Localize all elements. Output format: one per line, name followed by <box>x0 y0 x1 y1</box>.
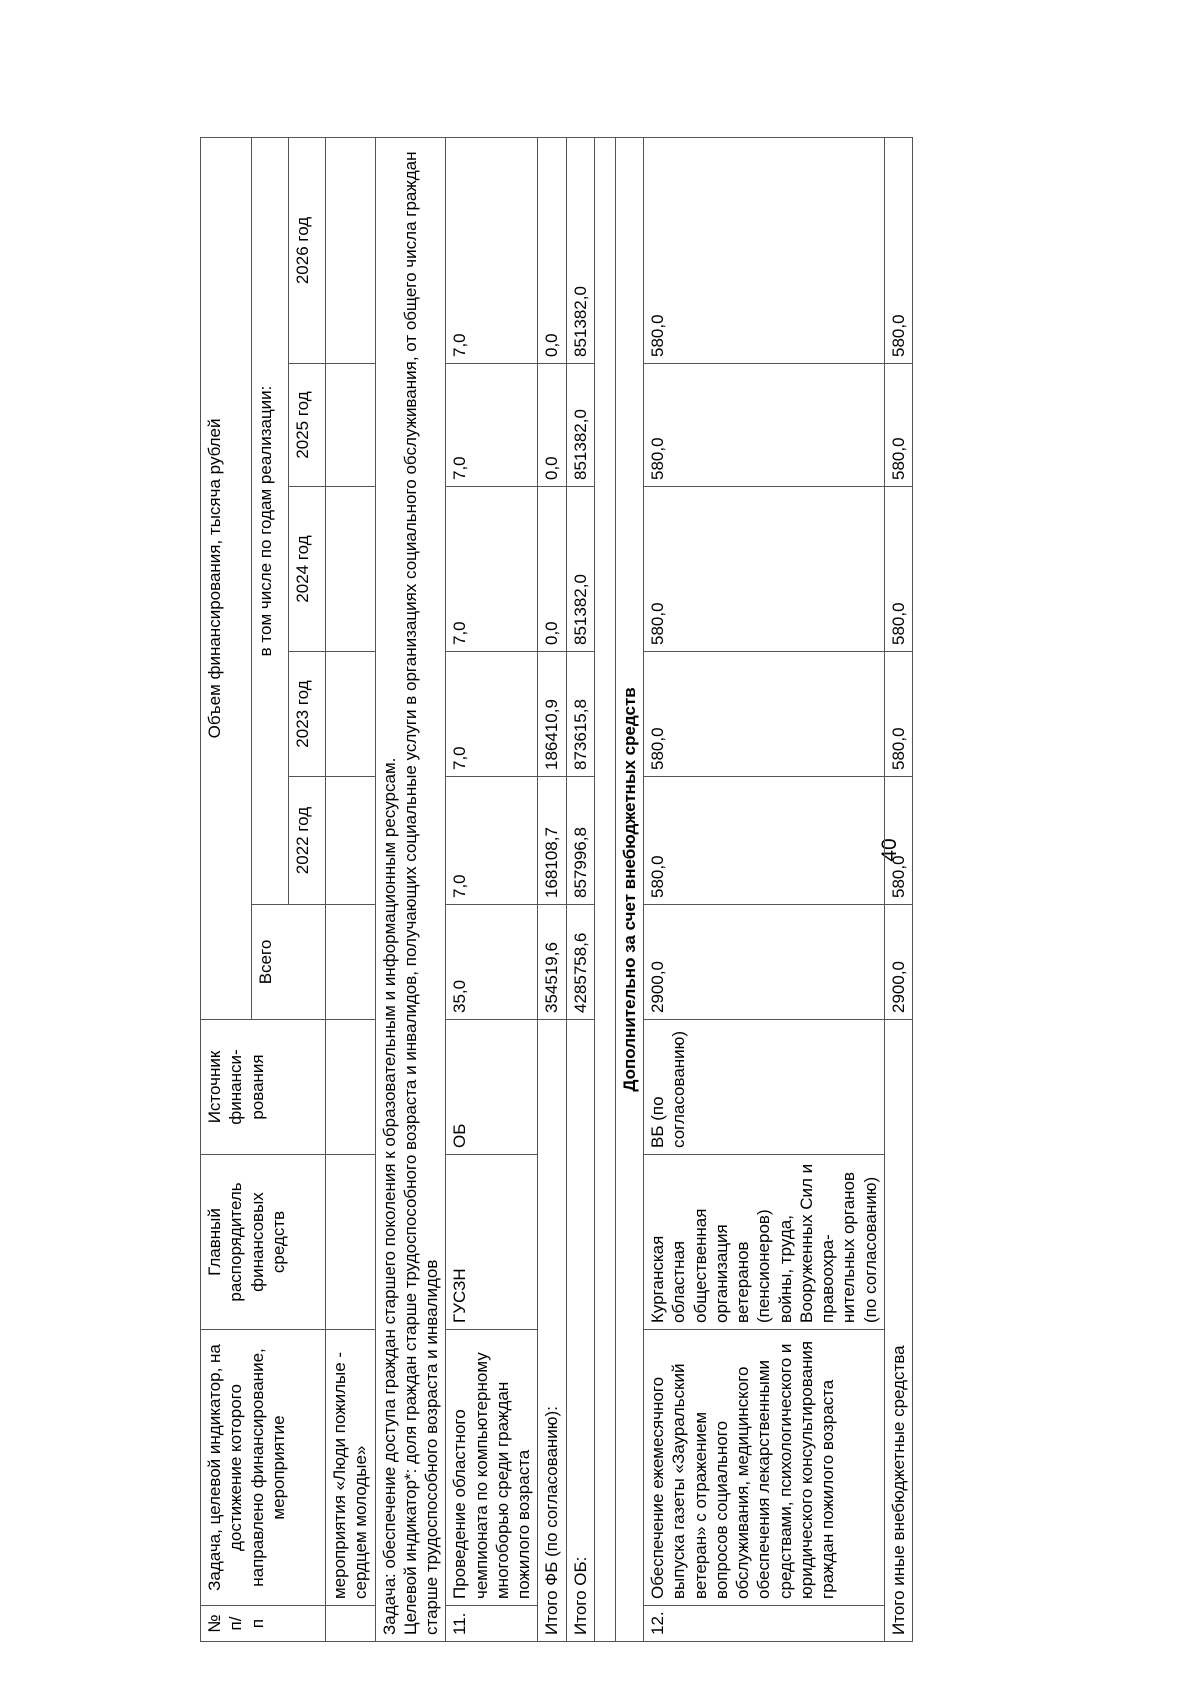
value-year: 873615,8 <box>566 652 594 777</box>
value-year: 7,0 <box>446 364 538 487</box>
value-total: 35,0 <box>446 905 538 1020</box>
header-manager: Главный распорядитель финансовых средств <box>201 1155 326 1330</box>
measure-name: мероприятия «Люди пожилые - сердцем молодые» <box>326 1330 376 1606</box>
task-line: Задача: обеспечение доступа граждан старшего поколения к образовательным и информационным ресурсам. <box>379 757 399 1635</box>
extra-header: Дополнительно за счет внебюджетных средств <box>615 137 643 1641</box>
source: ВБ (по согласованию) <box>644 1020 885 1155</box>
table-row <box>326 137 376 1641</box>
rotated-page <box>200 138 1140 1642</box>
extra-header-row <box>615 137 643 1641</box>
value-year: 580,0 <box>884 364 912 487</box>
table-row <box>446 137 538 1641</box>
indicator-line: Целевой индикатор*: доля граждан старше трудоспособного возраста и инвалидов, получающих социальные услуги в организациях социального обслуживания, от общего числа граждан старше трудоспособного возраста и инвалидов <box>400 151 441 1635</box>
header-volume: Объем финансирования, тысяча рублей <box>201 137 252 1019</box>
header-year: 2024 год <box>289 487 326 652</box>
total-label: Итого иные внебюджетные средства <box>884 1020 912 1642</box>
spacer-row <box>594 137 615 1641</box>
value-year: 580,0 <box>884 487 912 652</box>
manager: Курганская областная общественная организация ветеранов (пенсионеров) войны, труда, Вооруженных Сил и правоохра-нительных органов (по согласованию) <box>644 1155 885 1330</box>
value-year: 7,0 <box>446 777 538 905</box>
header-year: 2025 год <box>289 364 326 487</box>
value-year: 580,0 <box>884 652 912 777</box>
total-row-fb <box>538 137 566 1641</box>
header-source: Источник финанси-рования <box>201 1020 326 1155</box>
value-total: 2900,0 <box>884 905 912 1020</box>
source: ОБ <box>446 1020 538 1155</box>
value-year: 7,0 <box>446 137 538 363</box>
value-year: 7,0 <box>446 487 538 652</box>
total-row-ob <box>566 137 594 1641</box>
total-label: Итого ФБ (по согласованию): <box>538 1020 566 1642</box>
value-year: 0,0 <box>538 137 566 363</box>
measure-name: Проведение областного чемпионата по компьютерному многоборью среди граждан пожилого возраста <box>446 1330 538 1606</box>
total-label: Итого ОБ: <box>566 1020 594 1642</box>
value-year: 0,0 <box>538 364 566 487</box>
value-year: 851382,0 <box>566 137 594 363</box>
value-total: 4285758,6 <box>566 905 594 1020</box>
value-year: 580,0 <box>644 364 885 487</box>
header-task: Задача, целевой индикатор, на достижение которого направлено финансирование, мероприятие <box>201 1330 326 1606</box>
value-year: 580,0 <box>644 777 885 905</box>
value-year: 857996,8 <box>566 777 594 905</box>
header-year: 2022 год <box>289 777 326 905</box>
value-year: 0,0 <box>538 487 566 652</box>
value-year: 580,0 <box>884 777 912 905</box>
total-row-vb <box>884 137 912 1641</box>
value-year: 580,0 <box>644 137 885 363</box>
row-num: 12. <box>644 1606 885 1642</box>
header-by-years: в том числе по годам реализации: <box>252 137 289 904</box>
manager: ГУСЗН <box>446 1155 538 1330</box>
row-num: 11. <box>446 1606 538 1642</box>
value-year: 580,0 <box>644 652 885 777</box>
measure-name: Обеспечение ежемесячного выпуска газеты «Зауральский ветеран» с отражением вопросов социального обслуживания, медицинского обеспечения лекарственными средствами, психологического и юридического консультирования граждан пожилого возраста <box>644 1330 885 1606</box>
header-total: Всего <box>252 905 326 1020</box>
page-number: 40 <box>878 838 901 862</box>
header-num: № п/п <box>201 1606 326 1642</box>
financing-table <box>200 137 913 1642</box>
value-year: 851382,0 <box>566 364 594 487</box>
value-year: 7,0 <box>446 652 538 777</box>
value-year: 580,0 <box>884 137 912 363</box>
header-year: 2023 год <box>289 652 326 777</box>
value-total: 354519,6 <box>538 905 566 1020</box>
value-year: 168108,7 <box>538 777 566 905</box>
header-year: 2026 год <box>289 137 326 363</box>
value-year: 851382,0 <box>566 487 594 652</box>
table-row <box>644 137 885 1641</box>
value-year: 580,0 <box>644 487 885 652</box>
header-row <box>201 137 252 1641</box>
task-block <box>375 137 446 1641</box>
value-year: 186410,9 <box>538 652 566 777</box>
value-total: 2900,0 <box>644 905 885 1020</box>
